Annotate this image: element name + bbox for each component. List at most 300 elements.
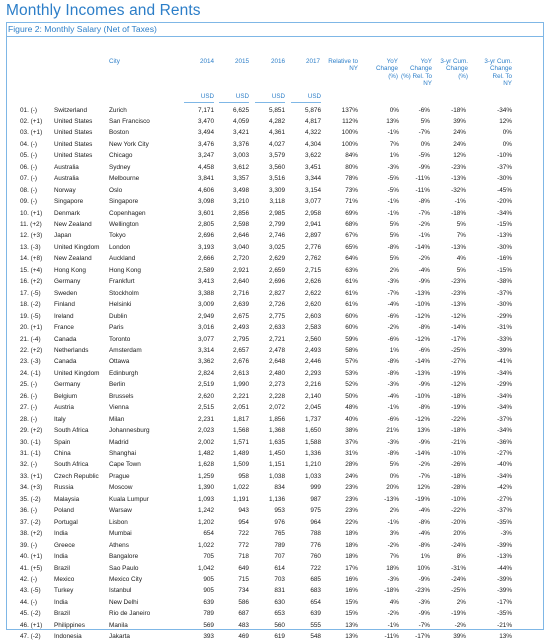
salary-2014-cell: 1,628 — [198, 461, 214, 469]
salary-2017-cell: 555 — [310, 621, 321, 629]
cum-change-cell: 39% — [453, 117, 466, 125]
header-relative-to-ny: Relative to NY — [328, 58, 358, 73]
salary-2017-cell: 2,762 — [305, 255, 321, 263]
table-row — [0, 368, 550, 379]
cum-change-rel-ny-cell: 13% — [499, 633, 512, 641]
salary-2017-cell: 2,493 — [305, 346, 321, 354]
relative-to-ny-cell: 137% — [341, 106, 358, 114]
country-cell: United States — [54, 140, 93, 148]
cum-change-cell: 5% — [456, 266, 466, 274]
table-row — [0, 345, 550, 356]
yoy-change-rel-ny-cell: -1% — [418, 232, 430, 240]
salary-2014-cell: 2,949 — [198, 312, 214, 320]
cum-change-rel-ny-cell: -37% — [497, 289, 512, 297]
table-row — [0, 150, 550, 161]
unit-underline-2014 — [184, 102, 214, 103]
cum-change-rel-ny-cell: -39% — [497, 541, 512, 549]
cum-change-rel-ny-cell: -10% — [497, 152, 512, 160]
salary-2014-cell: 2,805 — [198, 221, 214, 228]
city-cell: Tokyo — [109, 232, 126, 240]
yoy-change-rel-ny-cell: -12% — [415, 415, 430, 423]
table-row — [0, 185, 550, 196]
country-cell: China — [54, 450, 71, 457]
salary-2015-cell: 2,657 — [233, 346, 249, 354]
yoy-change-rel-ny-cell: -2% — [418, 255, 430, 263]
cum-change-rel-ny-cell: -40% — [497, 461, 512, 469]
yoy-change-cell: 18% — [386, 564, 399, 572]
cum-change-rel-ny-cell: -39% — [497, 587, 512, 595]
table-row — [0, 620, 550, 631]
rank-cell: 08. (-) — [20, 186, 38, 194]
salary-2016-cell: 2,629 — [269, 255, 285, 263]
table-row — [0, 105, 550, 116]
rank-cell: 17. (-5) — [20, 289, 41, 297]
country-cell: Japan — [54, 232, 72, 240]
salary-2016-cell: 2,746 — [269, 232, 285, 240]
city-cell: Auckland — [109, 255, 136, 263]
yoy-change-cell: -18% — [384, 587, 399, 595]
salary-2014-cell: 1,390 — [198, 484, 214, 492]
city-cell: Athens — [109, 541, 129, 549]
city-cell: Wellington — [109, 221, 139, 228]
city-cell: Hong Kong — [109, 266, 141, 274]
cum-change-rel-ny-cell: -36% — [497, 438, 512, 446]
city-cell: Mumbai — [109, 530, 132, 538]
salary-2016-cell: 834 — [274, 484, 285, 492]
yoy-change-rel-ny-cell: -10% — [415, 392, 430, 400]
relative-to-ny-cell: 100% — [341, 140, 358, 148]
rank-cell: 33. (+1) — [20, 472, 43, 480]
salary-2016-cell: 2,480 — [269, 369, 285, 377]
city-cell: Warsaw — [109, 507, 132, 515]
rank-cell: 21. (-4) — [20, 335, 41, 343]
relative-to-ny-cell: 48% — [345, 404, 358, 412]
yoy-change-rel-ny-cell: -17% — [415, 633, 430, 641]
cum-change-cell: -1% — [454, 198, 466, 206]
relative-to-ny-cell: 59% — [345, 335, 358, 343]
relative-to-ny-cell: 67% — [345, 232, 358, 240]
rank-cell: 20. (+1) — [20, 324, 43, 332]
relative-to-ny-cell: 78% — [345, 175, 358, 183]
city-cell: New Delhi — [109, 598, 139, 606]
cum-change-rel-ny-cell: 12% — [499, 117, 512, 125]
yoy-change-rel-ny-cell: 0% — [420, 140, 430, 148]
country-cell: Poland — [54, 507, 74, 515]
city-cell: San Francisco — [109, 117, 150, 125]
table-row — [0, 253, 550, 264]
rank-cell: 01. (-) — [20, 106, 38, 114]
city-cell: Sao Paulo — [109, 564, 139, 572]
city-cell: Melbourne — [109, 175, 140, 183]
table-row — [0, 219, 550, 230]
salary-2017-cell: 975 — [310, 507, 321, 515]
city-cell: Manila — [109, 621, 128, 629]
relative-to-ny-cell: 38% — [345, 427, 358, 435]
cum-change-cell: -18% — [451, 427, 466, 435]
relative-to-ny-cell: 31% — [345, 450, 358, 457]
country-cell: Denmark — [54, 209, 80, 217]
table-row — [0, 631, 550, 642]
yoy-change-cell: -1% — [387, 621, 399, 629]
salary-2015-cell: 954 — [238, 518, 249, 526]
salary-2017-cell: 2,897 — [305, 232, 321, 240]
rank-cell: 27. (-) — [20, 404, 38, 412]
country-cell: Brazil — [54, 564, 70, 572]
yoy-change-rel-ny-cell: -11% — [415, 175, 430, 183]
city-cell: Moscow — [109, 484, 133, 492]
figure-title-divider — [7, 36, 543, 37]
salary-2016-cell: 619 — [274, 633, 285, 641]
cum-change-cell: -21% — [451, 438, 466, 446]
country-cell: Belgium — [54, 392, 78, 400]
salary-2015-cell: 3,376 — [233, 140, 249, 148]
salary-2014-cell: 2,589 — [198, 266, 214, 274]
yoy-change-cell: 2% — [389, 507, 399, 515]
salary-2017-cell: 2,626 — [305, 278, 321, 286]
salary-2014-cell: 1,482 — [198, 450, 214, 457]
figure-title: Figure 2: Monthly Salary (Net of Taxes) — [8, 24, 157, 34]
yoy-change-rel-ny-cell: -9% — [418, 163, 430, 171]
header-city: City — [109, 58, 120, 65]
city-cell: Cape Town — [109, 461, 141, 469]
relative-to-ny-cell: 61% — [345, 278, 358, 286]
yoy-change-cell: -3% — [387, 278, 399, 286]
yoy-change-cell: 7% — [389, 553, 399, 561]
salary-2017-cell: 2,620 — [305, 301, 321, 309]
yoy-change-cell: 5% — [389, 255, 399, 263]
salary-2015-cell: 772 — [238, 541, 249, 549]
relative-to-ny-cell: 84% — [345, 152, 358, 160]
rank-cell: 13. (-3) — [20, 243, 41, 251]
cum-change-cell: -24% — [451, 541, 466, 549]
cum-change-rel-ny-cell: -30% — [497, 175, 512, 183]
city-cell: Singapore — [109, 198, 139, 206]
salary-2015-cell: 586 — [238, 598, 249, 606]
salary-2015-cell: 2,493 — [233, 324, 249, 332]
salary-2017-cell: 3,622 — [305, 152, 321, 160]
yoy-change-rel-ny-cell: -9% — [418, 381, 430, 389]
cum-change-cell: -18% — [451, 392, 466, 400]
rank-cell: 22. (+2) — [20, 346, 43, 354]
cum-change-rel-ny-cell: -29% — [497, 312, 512, 320]
salary-2016-cell: 789 — [274, 541, 285, 549]
salary-2017-cell: 1,210 — [305, 461, 321, 469]
yoy-change-cell: -4% — [387, 301, 399, 309]
cum-change-cell: -23% — [451, 289, 466, 297]
salary-2016-cell: 3,560 — [269, 163, 285, 171]
city-cell: Ottawa — [109, 358, 130, 366]
table-row — [0, 288, 550, 299]
salary-2016-cell: 3,309 — [269, 186, 285, 194]
country-cell: New Zealand — [54, 221, 92, 228]
relative-to-ny-cell: 13% — [345, 633, 358, 641]
cum-change-cell: 20% — [453, 530, 466, 538]
yoy-change-rel-ny-cell: -14% — [415, 358, 430, 366]
country-cell: United Kingdom — [54, 243, 100, 251]
cum-change-cell: -19% — [451, 369, 466, 377]
relative-to-ny-cell: 13% — [345, 621, 358, 629]
yoy-change-rel-ny-cell: -11% — [415, 186, 430, 194]
header-yoy-change-rel-ny: YoY Change (%) Rel. To NY — [400, 58, 432, 88]
rank-cell: 19. (-5) — [20, 312, 41, 320]
rank-cell: 36. (-) — [20, 507, 38, 515]
yoy-change-cell: -2% — [387, 324, 399, 332]
unit-underline-2017 — [291, 102, 321, 103]
yoy-change-cell: -3% — [387, 163, 399, 171]
salary-2016-cell: 707 — [274, 553, 285, 561]
salary-2017-cell: 3,077 — [305, 198, 321, 206]
unit-underline-2016 — [255, 102, 285, 103]
cum-change-cell: -18% — [451, 472, 466, 480]
salary-2017-cell: 760 — [310, 553, 321, 561]
rank-cell: 30. (-1) — [20, 438, 41, 446]
country-cell: Germany — [54, 278, 81, 286]
salary-2017-cell: 4,322 — [305, 129, 321, 137]
cum-change-cell: -13% — [451, 175, 466, 183]
table-row — [0, 540, 550, 551]
salary-2014-cell: 2,696 — [198, 232, 214, 240]
country-cell: Malaysia — [54, 495, 80, 503]
salary-2015-cell: 2,675 — [233, 312, 249, 320]
salary-2015-cell: 3,612 — [233, 163, 249, 171]
salary-2016-cell: 2,659 — [269, 266, 285, 274]
cum-change-cell: -25% — [451, 346, 466, 354]
unit-2017: USD — [307, 93, 321, 100]
rank-cell: 34. (+3) — [20, 484, 43, 492]
table-row — [0, 311, 550, 322]
cum-change-rel-ny-cell: -17% — [497, 598, 512, 606]
salary-2017-cell: 2,941 — [305, 221, 321, 228]
yoy-change-cell: -2% — [387, 541, 399, 549]
city-cell: Kuala Lumpur — [109, 495, 149, 503]
rank-cell: 09. (-) — [20, 198, 38, 206]
cum-change-cell: -14% — [451, 324, 466, 332]
salary-2014-cell: 1,093 — [198, 495, 214, 503]
cum-change-rel-ny-cell: -37% — [497, 163, 512, 171]
salary-2016-cell: 3,579 — [269, 152, 285, 160]
rank-cell: 37. (-2) — [20, 518, 41, 526]
cum-change-rel-ny-cell: -21% — [497, 621, 512, 629]
cum-change-rel-ny-cell: -42% — [497, 484, 512, 492]
salary-2017-cell: 1,737 — [305, 415, 321, 423]
salary-2014-cell: 569 — [203, 621, 214, 629]
rank-cell: 15. (+4) — [20, 266, 43, 274]
salary-2017-cell: 999 — [310, 484, 321, 492]
salary-2017-cell: 2,622 — [305, 289, 321, 297]
salary-2017-cell: 2,140 — [305, 392, 321, 400]
cum-change-cell: 5% — [456, 221, 466, 228]
table-row — [0, 459, 550, 470]
salary-2015-cell: 958 — [238, 472, 249, 480]
rank-cell: 24. (-1) — [20, 369, 41, 377]
salary-2015-cell: 649 — [238, 564, 249, 572]
table-row — [0, 563, 550, 574]
yoy-change-cell: -8% — [387, 450, 399, 457]
city-cell: Bangalore — [109, 553, 139, 561]
table-row — [0, 597, 550, 608]
cum-change-rel-ny-cell: -15% — [497, 266, 512, 274]
rank-cell: 18. (-2) — [20, 301, 41, 309]
cum-change-cell: -26% — [451, 461, 466, 469]
yoy-change-rel-ny-cell: -10% — [415, 301, 430, 309]
relative-to-ny-cell: 60% — [345, 312, 358, 320]
salary-2015-cell: 722 — [238, 530, 249, 538]
rank-cell: 03. (+1) — [20, 129, 43, 137]
header-2015: 2015 — [234, 58, 249, 65]
table-row — [0, 208, 550, 219]
salary-2016-cell: 560 — [274, 621, 285, 629]
city-cell: Milan — [109, 415, 125, 423]
salary-2015-cell: 1,817 — [233, 415, 249, 423]
yoy-change-cell: 0% — [389, 106, 399, 114]
yoy-change-rel-ny-cell: -9% — [418, 438, 430, 446]
relative-to-ny-cell: 37% — [345, 438, 358, 446]
rank-cell: 04. (-) — [20, 140, 38, 148]
salary-2015-cell: 483 — [238, 621, 249, 629]
cum-change-cell: -10% — [451, 450, 466, 457]
yoy-change-cell: -1% — [387, 209, 399, 217]
salary-2015-cell: 2,676 — [233, 358, 249, 366]
relative-to-ny-cell: 23% — [345, 507, 358, 515]
country-cell: Brazil — [54, 610, 70, 618]
salary-2016-cell: 2,726 — [269, 301, 285, 309]
yoy-change-rel-ny-cell: 10% — [417, 564, 430, 572]
relative-to-ny-cell: 100% — [341, 129, 358, 137]
salary-2016-cell: 2,478 — [269, 346, 285, 354]
salary-2015-cell: 6,625 — [233, 106, 249, 114]
table-row — [0, 528, 550, 539]
city-cell: New York City — [109, 140, 149, 148]
salary-2016-cell: 2,827 — [269, 289, 285, 297]
country-cell: Czech Republic — [54, 472, 99, 480]
salary-2014-cell: 1,022 — [198, 541, 214, 549]
cum-change-rel-ny-cell: -13% — [497, 553, 512, 561]
salary-2016-cell: 1,136 — [269, 495, 285, 503]
cum-change-rel-ny-cell: -34% — [497, 106, 512, 114]
salary-2014-cell: 3,077 — [198, 335, 214, 343]
salary-2014-cell: 2,002 — [198, 438, 214, 446]
yoy-change-cell: -2% — [387, 610, 399, 618]
rank-cell: 40. (+1) — [20, 553, 43, 561]
yoy-change-cell: -6% — [387, 335, 399, 343]
cum-change-cell: -23% — [451, 163, 466, 171]
salary-2014-cell: 2,515 — [198, 404, 214, 412]
city-cell: Brussels — [109, 392, 134, 400]
salary-2015-cell: 2,640 — [233, 278, 249, 286]
yoy-change-rel-ny-cell: 12% — [417, 484, 430, 492]
city-cell: Lisbon — [109, 518, 128, 526]
rank-cell: 47. (-2) — [20, 633, 41, 641]
yoy-change-cell: 4% — [389, 598, 399, 606]
cum-change-cell: 24% — [453, 140, 466, 148]
cum-change-rel-ny-cell: -16% — [497, 255, 512, 263]
cum-change-rel-ny-cell: -35% — [497, 610, 512, 618]
salary-2017-cell: 683 — [310, 587, 321, 595]
cum-change-cell: -31% — [451, 564, 466, 572]
yoy-change-rel-ny-cell: -14% — [415, 243, 430, 251]
salary-2015-cell: 2,716 — [233, 289, 249, 297]
yoy-change-cell: 3% — [389, 530, 399, 538]
yoy-change-cell: 1% — [389, 346, 399, 354]
salary-2014-cell: 2,824 — [198, 369, 214, 377]
table-row — [0, 391, 550, 402]
salary-2014-cell: 7,171 — [198, 106, 214, 114]
cum-change-rel-ny-cell: -34% — [497, 404, 512, 412]
city-cell: Madrid — [109, 438, 129, 446]
cum-change-cell: -27% — [451, 358, 466, 366]
country-cell: South Africa — [54, 427, 89, 435]
country-cell: France — [54, 324, 74, 332]
salary-2014-cell: 3,193 — [198, 243, 214, 251]
salary-2017-cell: 1,033 — [305, 472, 321, 480]
salary-2017-cell: 639 — [310, 610, 321, 618]
table-row — [0, 585, 550, 596]
city-cell: Istanbul — [109, 587, 132, 595]
salary-2017-cell: 2,958 — [305, 209, 321, 217]
country-cell: Greece — [54, 541, 75, 549]
country-cell: Australia — [54, 175, 79, 183]
salary-2017-cell: 2,560 — [305, 335, 321, 343]
salary-2017-cell: 1,650 — [305, 427, 321, 435]
country-cell: South Africa — [54, 461, 89, 469]
relative-to-ny-cell: 58% — [345, 346, 358, 354]
rank-cell: 10. (+1) — [20, 209, 43, 217]
yoy-change-cell: 5% — [389, 232, 399, 240]
salary-2015-cell: 943 — [238, 507, 249, 515]
table-row — [0, 574, 550, 585]
cum-change-cell: -13% — [451, 301, 466, 309]
yoy-change-rel-ny-cell: -6% — [418, 106, 430, 114]
yoy-change-rel-ny-cell: -4% — [418, 266, 430, 274]
salary-2015-cell: 469 — [238, 633, 249, 641]
cum-change-cell: -18% — [451, 106, 466, 114]
salary-2014-cell: 789 — [203, 610, 214, 618]
salary-2017-cell: 722 — [310, 564, 321, 572]
yoy-change-cell: -1% — [387, 198, 399, 206]
salary-2016-cell: 765 — [274, 530, 285, 538]
rank-cell: 44. (-) — [20, 598, 38, 606]
rank-cell: 38. (+2) — [20, 530, 43, 538]
relative-to-ny-cell: 61% — [345, 289, 358, 297]
salary-2014-cell: 3,601 — [198, 209, 214, 217]
salary-2016-cell: 5,851 — [269, 106, 285, 114]
salary-2016-cell: 2,633 — [269, 324, 285, 332]
relative-to-ny-cell: 18% — [345, 541, 358, 549]
yoy-change-rel-ny-cell: -14% — [415, 450, 430, 457]
country-cell: Finland — [54, 301, 75, 309]
city-cell: Edinburgh — [109, 369, 139, 377]
salary-2014-cell: 2,620 — [198, 392, 214, 400]
yoy-change-rel-ny-cell: -5% — [418, 152, 430, 160]
cum-change-cell: -25% — [451, 587, 466, 595]
yoy-change-rel-ny-cell: -12% — [415, 312, 430, 320]
relative-to-ny-cell: 16% — [345, 575, 358, 583]
cum-change-cell: -23% — [451, 278, 466, 286]
salary-2014-cell: 639 — [203, 598, 214, 606]
salary-2017-cell: 3,344 — [305, 175, 321, 183]
country-cell: United States — [54, 117, 93, 125]
rank-cell: 05. (-) — [20, 152, 38, 160]
relative-to-ny-cell: 71% — [345, 198, 358, 206]
salary-2016-cell: 4,361 — [269, 129, 285, 137]
salary-2017-cell: 2,776 — [305, 243, 321, 251]
cum-change-cell: -20% — [451, 518, 466, 526]
salary-2016-cell: 3,118 — [269, 198, 285, 206]
unit-2015: USD — [235, 93, 249, 100]
cum-change-cell: 8% — [456, 553, 466, 561]
rank-cell: 32. (-) — [20, 461, 38, 469]
cum-change-rel-ny-cell: -3% — [500, 530, 512, 538]
